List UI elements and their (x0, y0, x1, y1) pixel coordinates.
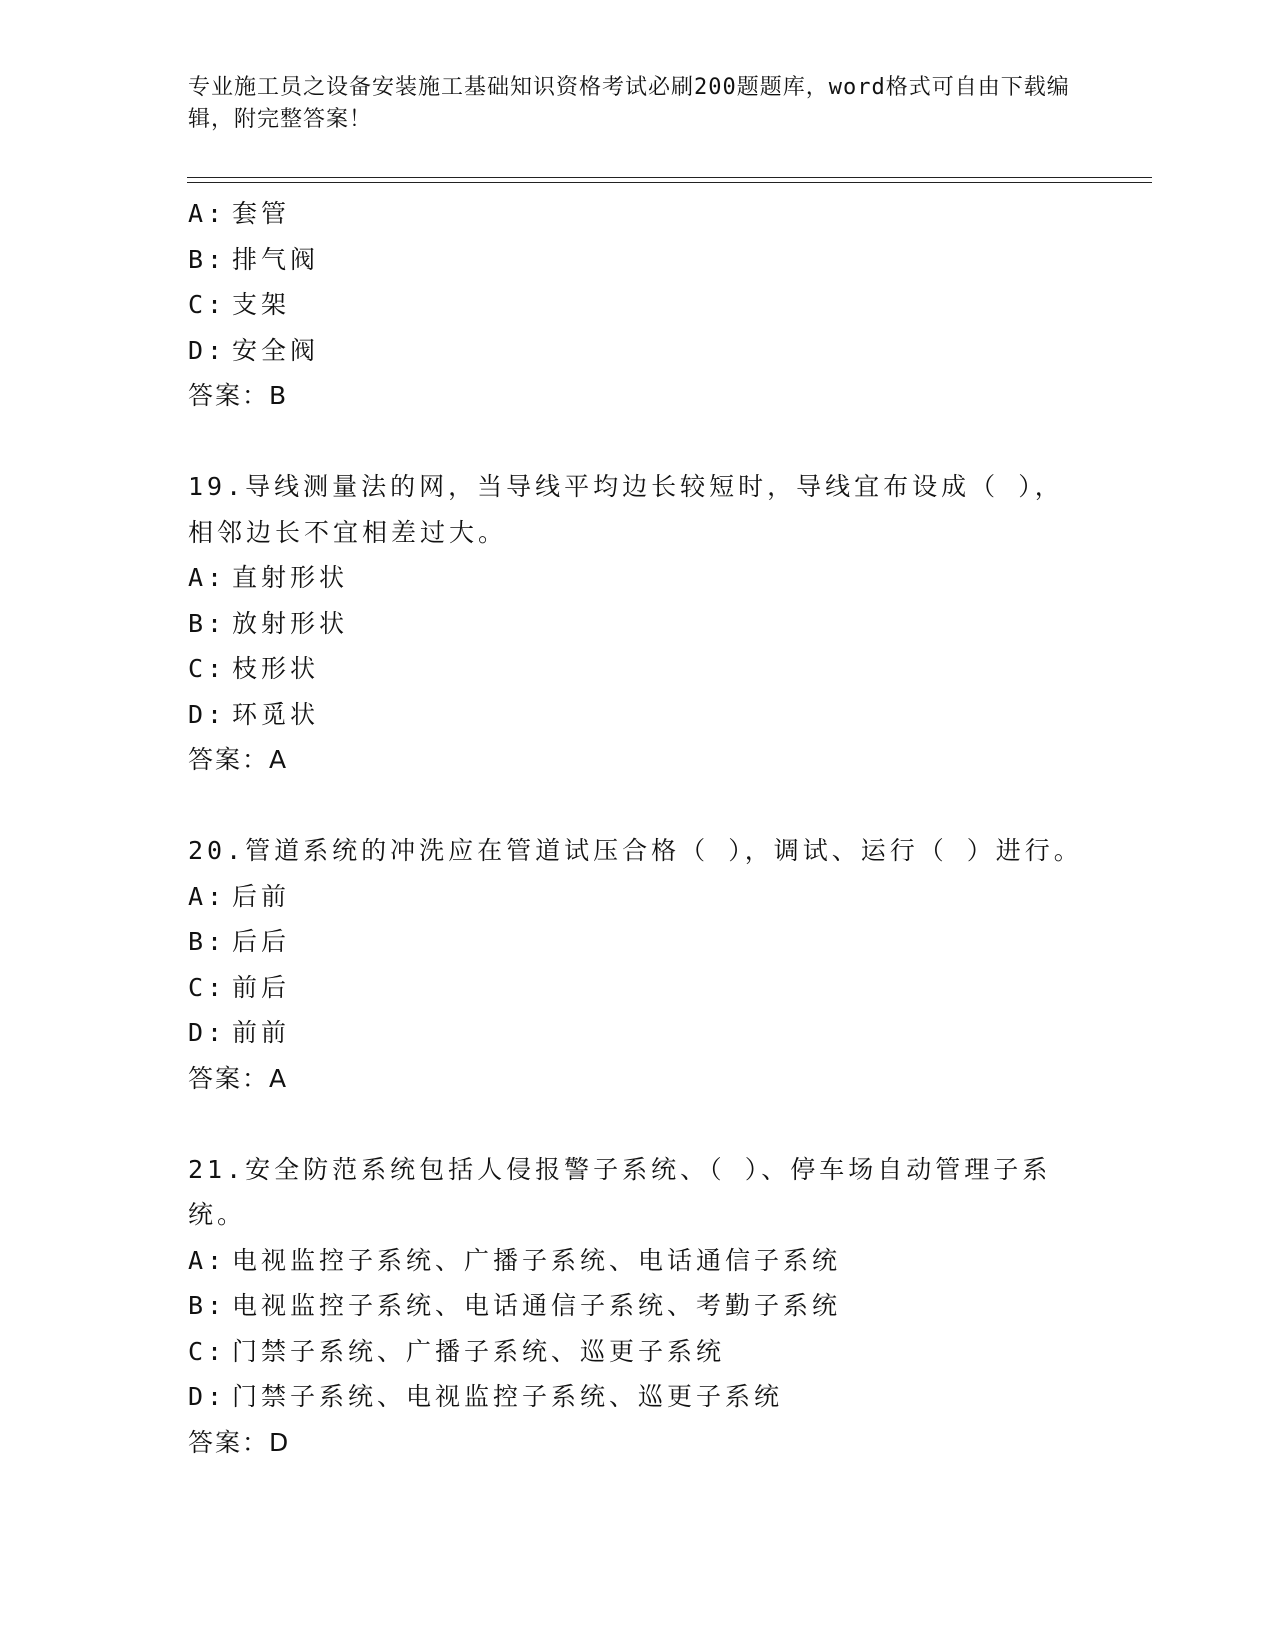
option-letter: A: (188, 199, 227, 228)
answer-line: 答案：B (188, 381, 289, 410)
option-c (188, 282, 1088, 328)
option-letter: A: (188, 1245, 227, 1275)
option-text: 前前 (232, 1018, 291, 1047)
option-letter: B: (188, 608, 227, 638)
option-a (188, 1238, 1088, 1284)
option-text: 支架 (232, 290, 291, 319)
question-20 (188, 828, 1088, 1101)
option-text: 电视监控子系统、电话通信子系统、考勤子系统 (232, 1291, 842, 1320)
option-letter: D: (188, 1382, 227, 1411)
option-text: 门禁子系统、电视监控子系统、巡更子系统 (232, 1382, 784, 1411)
option-text: 放射形状 (232, 608, 349, 638)
option-letter: C: (188, 290, 227, 319)
option-b (188, 1283, 1088, 1329)
option-d (188, 1010, 1088, 1056)
spacer (188, 783, 1088, 829)
question-stem: 19.导线测量法的网，当导线平均边长较短时，导线宜布设成（ ）， (188, 472, 1064, 501)
option-text: 排气阀 (232, 244, 320, 274)
option-text: 枝形状 (232, 654, 320, 683)
option-letter: C: (188, 654, 227, 683)
option-text: 门禁子系统、广播子系统、巡更子系统 (232, 1336, 726, 1366)
option-letter: A: (188, 881, 227, 911)
option-a (188, 191, 1088, 237)
option-d (188, 328, 1088, 374)
option-text: 电视监控子系统、广播子系统、电话通信子系统 (232, 1245, 842, 1275)
option-letter: B: (188, 1291, 227, 1320)
option-text: 后前 (232, 881, 291, 911)
option-text: 前后 (232, 972, 291, 1002)
option-letter: C: (188, 1336, 227, 1366)
option-letter: B: (188, 927, 227, 956)
option-text: 套管 (232, 199, 291, 228)
spacer (188, 419, 1088, 465)
question-stem: 21.安全防范系统包括人侵报警子系统、（ ）、停车场自动管理子系 (188, 1154, 1052, 1184)
option-a (188, 555, 1088, 601)
spacer (188, 1101, 1088, 1147)
option-a (188, 874, 1088, 920)
option-c (188, 646, 1088, 692)
option-letter: D: (188, 699, 227, 729)
question-19 (188, 464, 1088, 783)
question-stem-continued: 统。 (188, 1200, 247, 1229)
option-b (188, 601, 1088, 647)
question-stem-continued: 相邻边长不宜相差过大。 (188, 517, 508, 547)
answer-line: 答案：A (188, 745, 289, 774)
option-text: 后后 (232, 927, 291, 956)
option-letter: B: (188, 244, 227, 274)
answer-line: 答案：A (188, 1063, 289, 1093)
option-b (188, 919, 1088, 965)
option-letter: D: (188, 1018, 227, 1047)
option-d (188, 1374, 1088, 1420)
option-text: 环觅状 (232, 699, 320, 729)
option-text: 安全阀 (232, 335, 320, 365)
question-list (188, 191, 1088, 1465)
header-divider-bottom (187, 182, 1152, 183)
option-letter: C: (188, 972, 227, 1002)
option-letter: A: (188, 563, 227, 592)
option-c (188, 1329, 1088, 1375)
header-divider-top (187, 177, 1152, 178)
option-text: 直射形状 (232, 563, 349, 592)
option-d (188, 692, 1088, 738)
question-prev (188, 191, 1088, 419)
question-stem: 20.管道系统的冲洗应在管道试压合格（ ），调试、运行（ ）进行。 (188, 836, 1083, 865)
document-header: 专业施工员之设备安装施工基础知识资格考试必刷200题题库，word格式可自由下载编辑，附完整答案！ (188, 75, 1070, 132)
option-c (188, 965, 1088, 1011)
question-21 (188, 1147, 1088, 1466)
option-letter: D: (188, 335, 227, 365)
option-b (188, 237, 1088, 283)
answer-line: 答案：D (188, 1427, 291, 1457)
